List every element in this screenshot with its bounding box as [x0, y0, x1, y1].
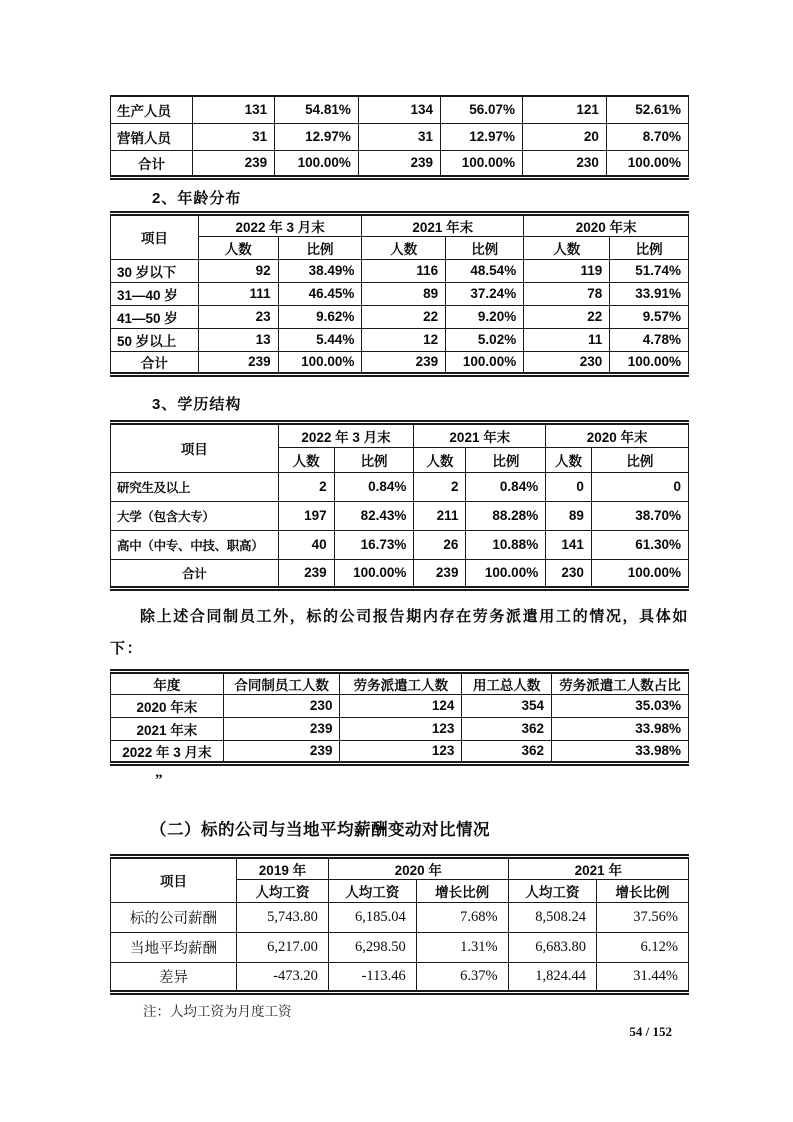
- headcount-subheader: 人数: [546, 447, 592, 472]
- cell-value: 100.00%: [440, 150, 522, 177]
- salary-comparison-heading: （二）标的公司与当地平均薪酬变动对比情况: [150, 820, 490, 839]
- cell-value: -473.20: [237, 962, 329, 992]
- cell-value: 16.73%: [334, 530, 414, 559]
- cell-value: 6,217.00: [237, 932, 329, 962]
- ratio-subheader: 比例: [466, 447, 546, 472]
- total-staff-header: 用工总人数: [462, 671, 552, 694]
- cell-value: 4.78%: [610, 328, 689, 351]
- cell-value: 31: [358, 123, 440, 150]
- cell-value: 61.30%: [591, 530, 688, 559]
- row-label: 30 岁以下: [111, 259, 199, 282]
- cell-value: 121: [523, 96, 607, 123]
- table-row: [111, 717, 689, 740]
- avg-wage-subheader: 人均工资: [237, 879, 329, 902]
- cell-value: 89: [362, 282, 446, 305]
- table-header-row: [111, 422, 689, 447]
- table-header-row: [111, 856, 689, 879]
- cell-value: 9.62%: [278, 305, 362, 328]
- contract-staff-header: 合同制员工人数: [223, 671, 340, 694]
- year-header-2021: 2021 年: [508, 856, 688, 879]
- cell-value: 82.43%: [334, 501, 414, 530]
- period-header-2021: 2021 年末: [362, 213, 524, 236]
- item-column-header: 项目: [111, 856, 237, 902]
- cell-value: 5.02%: [446, 328, 524, 351]
- cell-value: 12.97%: [275, 123, 359, 150]
- row-label: 50 岁以上: [111, 328, 199, 351]
- cell-value: 22: [524, 305, 610, 328]
- table-footnote: 注：人均工资为月度工资: [143, 1003, 292, 1019]
- cell-value: 6.37%: [416, 962, 508, 992]
- cell-value: 5.44%: [278, 328, 362, 351]
- cell-value: 123: [340, 717, 462, 740]
- cell-value: 33.98%: [551, 740, 688, 763]
- table-row: [111, 96, 689, 123]
- cell-value: 35.03%: [551, 694, 688, 717]
- cell-value: 100.00%: [334, 559, 414, 588]
- table-row: [111, 150, 689, 177]
- cell-value: 13: [198, 328, 278, 351]
- period-header-2020: 2020 年末: [524, 213, 689, 236]
- cell-value: 26: [414, 530, 466, 559]
- labor-dispatch-table: [110, 669, 689, 766]
- cell-value: 0: [546, 472, 592, 501]
- cell-value: 141: [546, 530, 592, 559]
- cell-value: 100.00%: [275, 150, 359, 177]
- salary-comparison-table: [110, 854, 689, 995]
- cell-value: 362: [462, 717, 552, 740]
- ratio-subheader: 比例: [278, 236, 362, 259]
- cell-value: 2: [278, 472, 334, 501]
- headcount-subheader: 人数: [278, 447, 334, 472]
- closing-quote-mark: ”: [155, 771, 163, 788]
- cell-value: 211: [414, 501, 466, 530]
- cell-value: 131: [193, 96, 275, 123]
- cell-value: 239: [193, 150, 275, 177]
- cell-value: 0: [591, 472, 688, 501]
- cell-value: 239: [198, 351, 278, 374]
- row-label: 2021 年末: [111, 717, 224, 740]
- growth-ratio-subheader: 增长比例: [416, 879, 508, 902]
- cell-value: 6.12%: [597, 932, 689, 962]
- cell-value: 230: [523, 150, 607, 177]
- page-number: 54 / 152: [629, 1024, 672, 1039]
- cell-value: 56.07%: [440, 96, 522, 123]
- period-header-2022q1: 2022 年 3 月末: [198, 213, 362, 236]
- cell-value: 111: [198, 282, 278, 305]
- cell-value: 20: [523, 123, 607, 150]
- cell-value: 12.97%: [440, 123, 522, 150]
- row-label: 31—40 岁: [111, 282, 199, 305]
- cell-value: 37.24%: [446, 282, 524, 305]
- row-label: 41—50 岁: [111, 305, 199, 328]
- cell-value: 38.49%: [278, 259, 362, 282]
- headcount-subheader: 人数: [198, 236, 278, 259]
- ratio-subheader: 比例: [610, 236, 689, 259]
- cell-value: 0.84%: [466, 472, 546, 501]
- cell-value: 46.45%: [278, 282, 362, 305]
- cell-value: 10.88%: [466, 530, 546, 559]
- table-row: [111, 328, 689, 351]
- cell-value: 100.00%: [446, 351, 524, 374]
- education-structure-table: [110, 420, 689, 591]
- row-label: 生产人员: [111, 96, 193, 123]
- cell-value: 7.68%: [416, 902, 508, 932]
- year-header-2020: 2020 年: [328, 856, 508, 879]
- headcount-subheader: 人数: [362, 236, 446, 259]
- cell-value: 230: [223, 694, 340, 717]
- cell-value: 100.00%: [278, 351, 362, 374]
- cell-value: 78: [524, 282, 610, 305]
- row-label: 合计: [111, 559, 279, 588]
- row-label: 大学（包含大专）: [111, 501, 279, 530]
- period-header-2021: 2021 年末: [414, 422, 546, 447]
- cell-value: 48.54%: [446, 259, 524, 282]
- table-header-row: [111, 213, 689, 236]
- cell-value: 51.74%: [610, 259, 689, 282]
- table-row: [111, 694, 689, 717]
- cell-value: 239: [223, 740, 340, 763]
- growth-ratio-subheader: 增长比例: [597, 879, 689, 902]
- table-row: [111, 559, 689, 588]
- period-header-2020: 2020 年末: [546, 422, 689, 447]
- cell-value: 230: [524, 351, 610, 374]
- row-label: 合计: [111, 351, 199, 374]
- cell-value: 230: [546, 559, 592, 588]
- table-row: [111, 259, 689, 282]
- table-row: [111, 932, 689, 962]
- cell-value: 40: [278, 530, 334, 559]
- cell-value: 31: [193, 123, 275, 150]
- table-row: [111, 351, 689, 374]
- avg-wage-subheader: 人均工资: [328, 879, 416, 902]
- cell-value: 134: [358, 96, 440, 123]
- cell-value: 119: [524, 259, 610, 282]
- row-label: 高中（中专、中技、职高）: [111, 530, 279, 559]
- cell-value: 123: [340, 740, 462, 763]
- cell-value: 124: [340, 694, 462, 717]
- cell-value: 12: [362, 328, 446, 351]
- labor-dispatch-paragraph: 除上述合同制员工外，标的公司报告期内存在劳务派遣用工的情况，具体如下：: [110, 607, 689, 657]
- cell-value: 6,298.50: [328, 932, 416, 962]
- education-structure-heading: 3、学历结构: [152, 395, 242, 413]
- headcount-subheader: 人数: [524, 236, 610, 259]
- cell-value: 38.70%: [591, 501, 688, 530]
- table-row: [111, 902, 689, 932]
- cell-value: 23: [198, 305, 278, 328]
- item-column-header: 项目: [111, 422, 279, 472]
- cell-value: 8,508.24: [508, 902, 596, 932]
- age-distribution-heading: 2、年龄分布: [152, 189, 242, 207]
- table-row: [111, 962, 689, 992]
- period-header-2022q1: 2022 年 3 月末: [278, 422, 414, 447]
- cell-value: 239: [358, 150, 440, 177]
- table-header-row: [111, 671, 689, 694]
- cell-value: 0.84%: [334, 472, 414, 501]
- cell-value: 52.61%: [606, 96, 688, 123]
- cell-value: 239: [362, 351, 446, 374]
- row-label: 合计: [111, 150, 193, 177]
- cell-value: 88.28%: [466, 501, 546, 530]
- cell-value: 6,683.80: [508, 932, 596, 962]
- table-row: [111, 123, 689, 150]
- cell-value: -113.46: [328, 962, 416, 992]
- item-column-header: 项目: [111, 213, 199, 259]
- cell-value: 362: [462, 740, 552, 763]
- year-column-header: 年度: [111, 671, 224, 694]
- headcount-subheader: 人数: [414, 447, 466, 472]
- cell-value: 9.57%: [610, 305, 689, 328]
- row-label: 营销人员: [111, 123, 193, 150]
- ratio-subheader: 比例: [334, 447, 414, 472]
- cell-value: 100.00%: [606, 150, 688, 177]
- staff-composition-table-continued: [110, 95, 689, 180]
- cell-value: 31.44%: [597, 962, 689, 992]
- row-label: 2020 年末: [111, 694, 224, 717]
- year-header-2019: 2019 年: [237, 856, 329, 879]
- cell-value: 54.81%: [275, 96, 359, 123]
- table-row: [111, 501, 689, 530]
- row-label: 标的公司薪酬: [111, 902, 237, 932]
- age-distribution-table: [110, 211, 689, 377]
- cell-value: 239: [278, 559, 334, 588]
- table-row: [111, 282, 689, 305]
- table-row: [111, 740, 689, 763]
- cell-value: 100.00%: [591, 559, 688, 588]
- cell-value: 239: [414, 559, 466, 588]
- cell-value: 197: [278, 501, 334, 530]
- cell-value: 1.31%: [416, 932, 508, 962]
- cell-value: 9.20%: [446, 305, 524, 328]
- cell-value: 2: [414, 472, 466, 501]
- row-label: 当地平均薪酬: [111, 932, 237, 962]
- row-label: 研究生及以上: [111, 472, 279, 501]
- cell-value: 11: [524, 328, 610, 351]
- ratio-subheader: 比例: [446, 236, 524, 259]
- table-row: [111, 530, 689, 559]
- row-label: 差异: [111, 962, 237, 992]
- dispatch-staff-header: 劳务派遣工人数: [340, 671, 462, 694]
- cell-value: 100.00%: [610, 351, 689, 374]
- cell-value: 116: [362, 259, 446, 282]
- cell-value: 1,824.44: [508, 962, 596, 992]
- cell-value: 5,743.80: [237, 902, 329, 932]
- cell-value: 8.70%: [606, 123, 688, 150]
- cell-value: 33.91%: [610, 282, 689, 305]
- cell-value: 89: [546, 501, 592, 530]
- cell-value: 6,185.04: [328, 902, 416, 932]
- cell-value: 37.56%: [597, 902, 689, 932]
- row-label: 2022 年 3 月末: [111, 740, 224, 763]
- cell-value: 92: [198, 259, 278, 282]
- cell-value: 239: [223, 717, 340, 740]
- avg-wage-subheader: 人均工资: [508, 879, 596, 902]
- table-row: [111, 472, 689, 501]
- dispatch-ratio-header: 劳务派遣工人数占比: [551, 671, 688, 694]
- cell-value: 354: [462, 694, 552, 717]
- cell-value: 33.98%: [551, 717, 688, 740]
- table-row: [111, 305, 689, 328]
- cell-value: 100.00%: [466, 559, 546, 588]
- cell-value: 22: [362, 305, 446, 328]
- ratio-subheader: 比例: [591, 447, 688, 472]
